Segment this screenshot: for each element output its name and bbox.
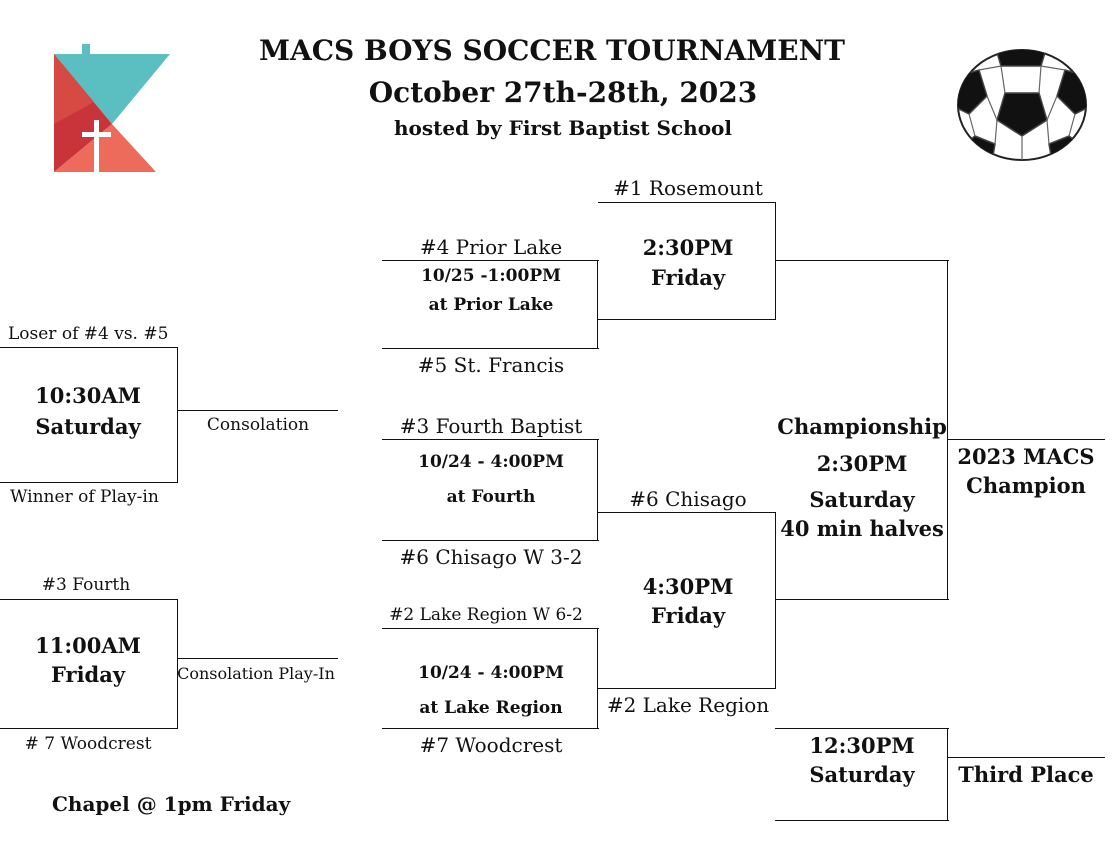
bracket-line xyxy=(382,348,599,349)
consolation-team-top: Loser of #4 vs. #5 xyxy=(8,324,169,344)
bracket-line xyxy=(947,757,1105,758)
championship-note: 40 min halves xyxy=(780,516,944,541)
bracket-line xyxy=(598,202,776,203)
consolation-team-bottom: Winner of Play-in xyxy=(10,487,159,507)
third-place-day: Saturday xyxy=(809,762,915,787)
team-fourth-baptist: #3 Fourth Baptist xyxy=(399,414,583,438)
team-prior-lake: #4 Prior Lake xyxy=(419,235,563,259)
team-lake-region: #2 Lake Region xyxy=(606,693,770,717)
bracket-line xyxy=(597,260,598,349)
semi2-day: Friday xyxy=(650,603,726,628)
bracket-line xyxy=(598,688,776,689)
bracket-line xyxy=(775,728,949,729)
team-chisago-result: #6 Chisago W 3-2 xyxy=(399,545,583,569)
game-3v6-location: at Fourth xyxy=(446,487,536,507)
game-2v7-location: at Lake Region xyxy=(419,698,563,718)
bracket-line xyxy=(947,260,948,600)
school-logo-icon xyxy=(52,44,172,172)
bracket-line xyxy=(382,439,599,440)
championship-day: Saturday xyxy=(809,487,915,512)
playin-day: Friday xyxy=(50,662,126,687)
game-3v6-datetime: 10/24 - 4:00PM xyxy=(418,452,564,472)
bracket-line xyxy=(382,260,599,261)
bracket-line xyxy=(382,628,599,629)
bracket-line xyxy=(177,658,338,659)
chapel-note: Chapel @ 1pm Friday xyxy=(52,792,291,816)
team-lake-region-result: #2 Lake Region W 6-2 xyxy=(389,605,583,625)
bracket-line xyxy=(0,482,178,483)
third-place-time: 12:30PM xyxy=(809,733,915,758)
champion-label-line2: Champion xyxy=(966,473,1086,498)
championship-label: Championship xyxy=(777,414,947,439)
bracket-line xyxy=(382,728,599,729)
playin-team-bottom: # 7 Woodcrest xyxy=(24,734,152,754)
tournament-dates: October 27th-28th, 2023 xyxy=(368,76,758,109)
bracket-line xyxy=(598,319,776,320)
semi1-time: 2:30PM xyxy=(642,235,734,260)
bracket-line xyxy=(775,260,949,261)
consolation-day: Saturday xyxy=(35,414,141,439)
bracket-line xyxy=(947,728,948,821)
bracket-line xyxy=(597,439,598,541)
bracket-line xyxy=(382,540,599,541)
bracket-line xyxy=(775,599,949,600)
championship-time: 2:30PM xyxy=(816,451,908,476)
bracket-line xyxy=(0,599,178,600)
game-4v5-location: at Prior Lake xyxy=(428,295,554,315)
team-woodcrest: #7 Woodcrest xyxy=(419,733,563,757)
team-st-francis: #5 St. Francis xyxy=(417,353,565,377)
consolation-time: 10:30AM xyxy=(35,383,141,408)
team-rosemount: #1 Rosemount xyxy=(613,176,763,200)
consolation-label: Consolation xyxy=(206,415,310,435)
champion-label-line1: 2023 MACS xyxy=(957,444,1095,469)
playin-time: 11:00AM xyxy=(35,633,141,658)
bracket-line xyxy=(597,628,598,729)
bracket-line xyxy=(177,410,338,411)
host-line: hosted by First Baptist School xyxy=(394,116,732,140)
soccer-ball-icon xyxy=(955,48,1090,163)
bracket-line xyxy=(947,439,1105,440)
bracket-line xyxy=(775,202,776,320)
bracket-line xyxy=(0,728,178,729)
bracket-line xyxy=(598,512,776,513)
bracket-line xyxy=(775,512,776,689)
playin-label: Consolation Play-In xyxy=(177,664,335,683)
third-place-label: Third Place xyxy=(958,762,1094,787)
semi2-time: 4:30PM xyxy=(642,574,734,599)
bracket-line xyxy=(775,820,949,821)
game-4v5-datetime: 10/25 -1:00PM xyxy=(421,266,561,286)
bracket-line xyxy=(0,347,178,348)
bracket-line xyxy=(177,347,178,483)
team-chisago: #6 Chisago xyxy=(629,487,747,511)
playin-team-top: #3 Fourth xyxy=(41,575,131,595)
game-2v7-datetime: 10/24 - 4:00PM xyxy=(418,663,564,683)
page-title: MACS BOYS SOCCER TOURNAMENT xyxy=(258,34,846,67)
semi1-day: Friday xyxy=(650,265,726,290)
